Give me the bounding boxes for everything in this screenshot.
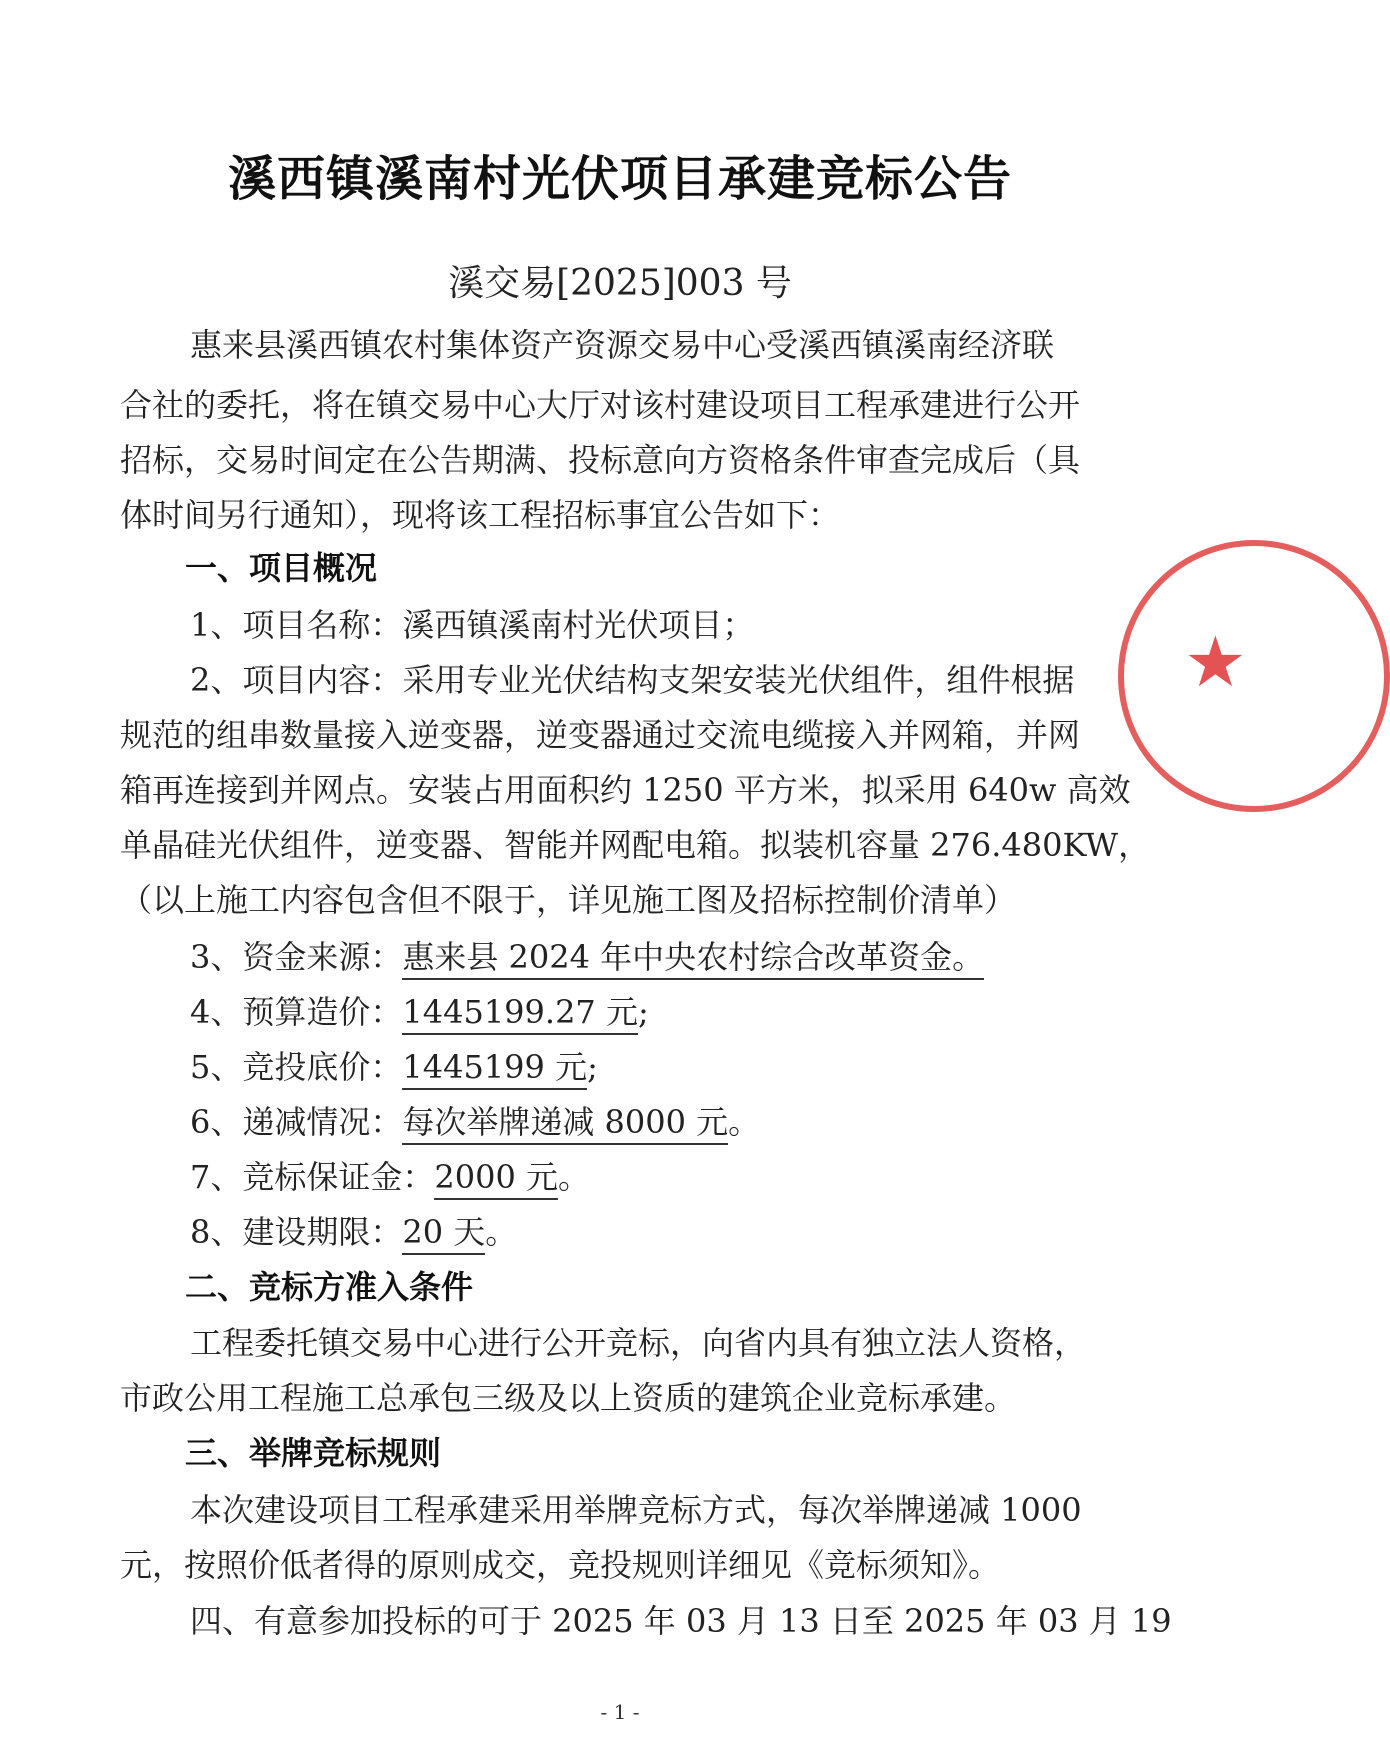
item-deposit-label: 7、竞标保证金： bbox=[190, 1158, 435, 1196]
intro-line-3: 招标，交易时间定在公告期满、投标意向方资格条件审查完成后（具 bbox=[120, 441, 1081, 479]
intro-line-1: 惠来县溪西镇农村集体资产资源交易中心受溪西镇溪南经济联 bbox=[190, 326, 1055, 364]
item-base-price-label: 5、竞投底价： bbox=[190, 1048, 403, 1086]
page-number: - 1 - bbox=[600, 1700, 640, 1724]
item-budget-value: 1445199.27 元 bbox=[402, 993, 638, 1035]
item-fund-source-value: 惠来县 2024 年中央农村综合改革资金。 bbox=[402, 938, 984, 980]
section3-line-1: 本次建设项目工程承建采用举牌竞标方式，每次举牌递减 1000 bbox=[190, 1491, 1082, 1529]
section4-line: 四、有意参加投标的可于 2025 年 03 月 13 日至 2025 年 03 月 19 bbox=[190, 1602, 1172, 1640]
section3-line-2: 元，按照价低者得的原则成交，竞投规则详细见《竞标须知》。 bbox=[120, 1546, 1001, 1584]
item-fund-source bbox=[190, 932, 984, 978]
section2-line-1: 工程委托镇交易中心进行公开竞标，向省内具有独立法人资格， bbox=[190, 1324, 1087, 1362]
item-period-label: 8、建设期限： bbox=[190, 1213, 403, 1251]
item-decrement-value: 每次举牌递减 8000 元 bbox=[402, 1103, 728, 1145]
item-fund-source-label: 3、资金来源： bbox=[190, 938, 403, 976]
item-content-line-1: 2、项目内容：采用专业光伏结构支架安装光伏组件，组件根据 bbox=[190, 661, 1075, 699]
section2-line-2: 市政公用工程施工总承包三级及以上资质的建筑企业竞标承建。 bbox=[120, 1379, 1017, 1417]
item-budget-suffix: ; bbox=[637, 993, 649, 1031]
item-content-line-3: 箱再连接到并网点。安装占用面积约 1250 平方米，拟采用 640w 高效 bbox=[120, 771, 1131, 809]
item-decrement-suffix: 。 bbox=[728, 1103, 761, 1141]
document-title: 溪西镇溪南村光伏项目承建竞标公告 bbox=[227, 151, 1012, 207]
item-content-line-5: （以上施工内容包含但不限于，详见施工图及招标控制价清单） bbox=[120, 881, 1017, 919]
item-base-price bbox=[190, 1042, 598, 1088]
item-deposit bbox=[190, 1152, 590, 1198]
star-icon: ★ bbox=[1184, 621, 1247, 703]
item-base-price-value: 1445199 元 bbox=[402, 1048, 587, 1090]
item-period-value: 20 天 bbox=[402, 1213, 485, 1255]
item-content-line-4: 单晶硅光伏组件，逆变器、智能并网配电箱。拟装机容量 276.480KW， bbox=[120, 826, 1151, 864]
item-budget-label: 4、预算造价： bbox=[190, 993, 403, 1031]
official-seal bbox=[1118, 540, 1390, 812]
item-base-price-suffix: ; bbox=[587, 1048, 598, 1086]
item-deposit-value: 2000 元 bbox=[434, 1158, 558, 1200]
item-budget bbox=[190, 987, 649, 1033]
item-project-name: 1、项目名称：溪西镇溪南村光伏项目； bbox=[190, 606, 755, 644]
intro-line-2: 合社的委托，将在镇交易中心大厅对该村建设项目工程承建进行公开 bbox=[120, 386, 1081, 424]
item-decrement bbox=[190, 1097, 760, 1143]
item-period-suffix: 。 bbox=[485, 1213, 518, 1251]
section1-heading: 一、项目概况 bbox=[185, 549, 378, 587]
section2-heading: 二、竞标方准入条件 bbox=[185, 1268, 474, 1306]
item-content-line-2: 规范的组串数量接入逆变器，逆变器通过交流电缆接入并网箱，并网 bbox=[120, 716, 1081, 754]
item-decrement-label: 6、递减情况： bbox=[190, 1103, 403, 1141]
intro-line-4: 体时间另行通知），现将该工程招标事宜公告如下： bbox=[120, 496, 841, 534]
document-number: 溪交易[2025]003 号 bbox=[448, 263, 792, 304]
item-deposit-suffix: 。 bbox=[558, 1158, 591, 1196]
item-period bbox=[190, 1207, 517, 1253]
section3-heading: 三、举牌竞标规则 bbox=[185, 1434, 442, 1472]
